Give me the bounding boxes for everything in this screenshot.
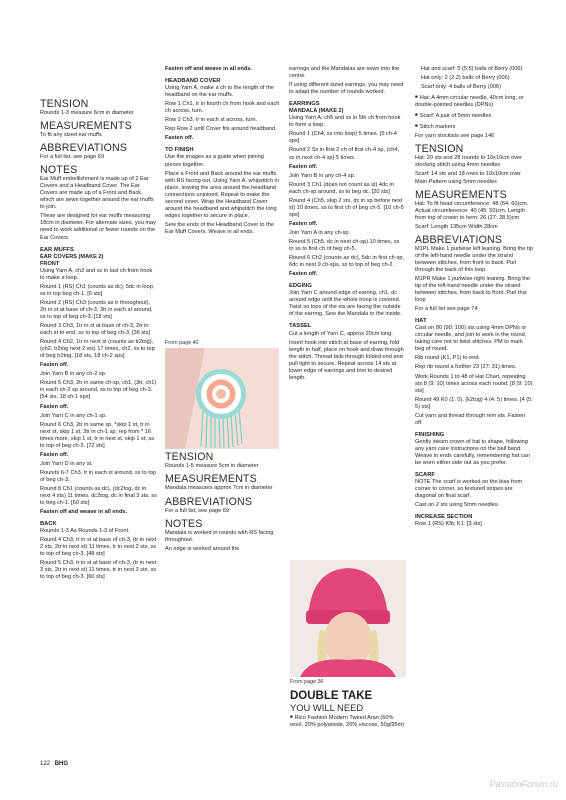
column-2 <box>165 66 280 555</box>
increase-row-1: Row 1 (RS) Kfb, K1. [3 sts] <box>415 521 482 528</box>
abbreviations-text: For a full list, see page 69 <box>40 154 105 161</box>
mandala-round-5: Round 5 (Ch5, dc in next ch-sp) 10 times, ss to ss to first ch of beg ch-5. <box>289 238 400 253</box>
hat-rep-rib: Rep rib round a further 23 (27: 31) times. <box>415 364 517 371</box>
hat-rib-round: Rib round (K1, P1) to end. <box>415 355 480 362</box>
tension-heading-2: TENSION <box>165 451 214 464</box>
earrings-heading: EARRINGS <box>289 101 320 108</box>
tension-heading-3: TENSION <box>415 143 464 156</box>
earring-intro-2: If using different sized earrings, you may need to adapt the number of rounds worked. <box>289 82 404 96</box>
back-round-4: Round 4 Ch3, tr in st at base of ch-3, (tr in next 2 sts, 2tr in next st) 11 times, tr in next 2 sts, ss to top of beg ch-3. [48 sts] <box>40 537 157 558</box>
headband-row-2: Row 2 Ch3, tr in each st across, turn. <box>165 117 258 124</box>
magazine-name: BHG <box>54 761 69 767</box>
page-number: 122 <box>40 761 51 767</box>
scarf-needle-item: ■ Scarf: A pair of 5mm needles <box>415 111 533 120</box>
pattern-title-double-take: DOUBLE TAKE <box>290 690 373 703</box>
abbr-m1pr: M1PR Make 1 purlwise right leaning. Bring the tip of the left-hand needle under the strand between stitches, from back to front. Purl this loop <box>415 275 531 304</box>
scarf-note: NOTE The scarf is worked on the bias from corner to corner, so textured stripes are diagonal on final scarf. <box>415 479 523 500</box>
measurements-hat: Hat: To fit head circumference: 48 (54: 60)cm. Actual circumference: 40 (45: 50)cm. Length from top of crown to hem: 26 (27: 28.5)cm <box>415 200 529 221</box>
measurements-heading: MEASUREMENTS <box>40 120 132 133</box>
front-round-3: Round 3 Ch3, 1tr in st at base of ch-3, 2tr in each st to end, ss to top of beg ch-3. [36 sts] <box>40 323 151 337</box>
scarf-heading: SCARF <box>415 472 435 479</box>
finishing-text: Gently steam crown of hat to shape, following any yarn care instructions on the ball band. Weave in ends carefully, remembering hat can be worn either side out as you prefer. <box>415 438 530 467</box>
fasten-off-top: Fasten off and weave in all ends. <box>165 66 253 72</box>
photo-caption-1: From page 40 <box>165 339 199 346</box>
front-intro: Using Yarn A, ch3 and ss in last ch from hook to make a loop. <box>40 267 153 281</box>
hat-scarf-photo <box>290 560 406 677</box>
notes-text-1: Ear Muff embellishment is made up of 2 Ear Covers and a Headband Cover. The Ear Covers are made up of a Front and Back, which are sewn together around the ear muffs to join. <box>40 176 154 211</box>
fasten-off-1: Fasten off. <box>40 362 69 369</box>
finishing-heading: FINISHING <box>415 431 445 438</box>
mandala-fasten-off-2: Fasten off. <box>289 220 318 227</box>
front-round-6: Round 6 Ch3, 2tr in same sp, *skip 1 st, tr in next st, skip 1 st, 3tr in ch-1 sp; rep from * 16 times more, skip 1 st, tr in next st, skip 1 st, ss to top of beg ch-3. [72 sts] <box>40 421 155 449</box>
mandala-round-4: Round 4 (Ch5, skip 2 sts, dc in sp before next st) 10 times, ss to first ch of beg ch-5. [10 ch-5 sps] <box>289 197 404 218</box>
headband-intro: Using Yarn A, make a ch to the length of the headband on the ear muffs. <box>165 85 274 99</box>
abbr-m1pl: M1PL Make 1 purlwise left leaning. Bring the tip of the left-hand needle under the strand between stitches, from front to back. Purl through the back of this loop <box>415 245 533 273</box>
edging-heading: EDGING <box>289 283 312 290</box>
measurements-text: To fit any sized ear muffs <box>40 132 102 139</box>
fasten-off-3: Fasten off. <box>40 451 69 458</box>
mandala-round-3: Round 3 Ch1 (does not count as st) 4dc in each ch-sp around, ss to beg dc. [20 sts] <box>289 181 394 195</box>
headband-row-1: Row 1 Ch1, tr in fourth ch from hook and each ch across, turn. <box>165 101 280 115</box>
ear-covers-heading: EAR COVERS (MAKE 2) <box>40 253 104 260</box>
abbreviations-heading: ABBREVIATIONS <box>40 142 128 155</box>
photo-spacer <box>165 238 280 338</box>
measurements-heading-2: MEASUREMENTS <box>165 473 257 486</box>
tension-heading: TENSION <box>40 98 89 110</box>
hat-illustration <box>290 560 406 677</box>
earring-photo <box>165 348 279 449</box>
hat-cut-yarn: Cut yarn and thread through rem sts. Fasten off. <box>415 412 526 426</box>
mandala-fasten-off-1: Fasten off. <box>289 163 318 170</box>
column-4 <box>415 66 533 530</box>
front-rounds-6-7: Rounds 6-7 Ch3, tr in each st around, ss to top of beg ch-3. <box>40 469 156 483</box>
hat-cast-on: Cast on 80 (90: 100) sts using 4mm DPNs or circular needle, and join to work in the round, taking care not to twist stitches. PM to mark beg of round. <box>415 325 527 353</box>
headband-repeat: Rep Row 2 until Cover fits around headband. <box>165 126 277 133</box>
notes-text-2b: An edge is worked around the <box>165 545 240 552</box>
front-round-8: Round 8 Ch1 (counts as dc), (dc2tog, dc in next 4 sts) 11 times, dc2tog, dc in final 3 sts, ss to beg ch-1. [60 sts] <box>40 485 157 507</box>
back-round-5: Round 5 Ch3, tr in st at base of ch-3, (tr in next 3 sts, 2tr in next st) 11 times, tr in next 3 sts, ss to top of beg ch-3. [60 sts] <box>40 560 157 581</box>
scarf-only-yarn: Scarf only: 4 balls of Berry (006) <box>421 84 501 91</box>
fasten-off-2: Fasten off. <box>40 403 69 410</box>
abbreviations-text-2: For a full list, see page 69 <box>165 507 230 514</box>
front-round-1: Round 1 (RS) Ch1 (counts as dc), 5dc in loop, ss in top beg ch-1. [6 sts] <box>40 283 155 297</box>
column-3 <box>289 66 405 384</box>
tassel-text-2: Insert hook into stitch at base of earring, fold length in half, place on hook and draw through the stitch. Thread tails through folded end and pull tight to secure. Repeat across 14 sts at lower edge of earrings and trim to desired length. <box>289 339 404 381</box>
finish-text-3: Sew the ends of the Headband Cover to the Ear Muff Covers. Weave in all ends. <box>165 221 274 235</box>
edging-text: Join Yarn C around edge of earring, ch1, dc around edge until the whole hoop is covered. Twist so tops of the sts are facing the outside of the earring. Sew the Mandala to the inside. <box>289 290 402 318</box>
earring-intro-1: earrings and the Mandalas are sewn into the centre. <box>289 66 400 80</box>
hat-round-49: Round 49 K0 (1: 0), (k2tog) 4 (4: 5) times. [4 (5: 5) sts] <box>415 396 533 410</box>
scarf-cast-on: Cast on 2 sts using 5mm needles. <box>415 502 500 509</box>
tension-text: Rounds 1-3 measure 6cm in diameter <box>40 110 134 116</box>
abbreviations-heading-2: ABBREVIATIONS <box>165 495 253 508</box>
mandala-fasten-off-3: Fasten off. <box>289 271 318 278</box>
mandala-heading: MANDALA (MAKE 2) <box>289 108 344 115</box>
hat-heading: HAT <box>415 318 427 325</box>
tension-scarf: Scarf: 14 sts and 18 rows to 10x10cm over Main Pattern using 5mm needles <box>415 171 522 185</box>
mandala-round-6: Round 6 Ch2 (counts as dc), 5dc in first ch-sp, 6dc in next 9 ch-sps, ss to top of beg ch-2. <box>289 255 405 269</box>
stitch-markers-item: ■ Stitch markers <box>415 122 533 131</box>
column-1 <box>40 95 157 584</box>
back-heading: BACK <box>40 521 57 528</box>
notes-heading-2: NOTES <box>165 517 203 530</box>
tassel-heading: TASSEL <box>289 323 312 330</box>
notes-text-2: These are designed for ear muffs measuring 18cm in diameter. For alternate sizes, you may need to work additional or fewer rounds on the Ear Covers. <box>40 213 156 241</box>
hat-and-scarf-yarn: Hat and scarf: 5 (5:5) balls of Berry (006) <box>421 66 523 72</box>
photo-caption-2: From page 36 <box>290 679 324 685</box>
tassel-text-1: Cut a length of Yarn C, approx 20cm long. <box>289 330 393 337</box>
mandala-round-1: Round 1 (Ch4, ss into loop) 5 times. [5 ch-4 sps] <box>289 131 397 145</box>
front-round-2: Round 2 (RS) Ch3 (counts as tr throughout), 2tr in st at base of ch-3, 3tr in each st around, ss to top of beg ch-3. [18 sts] <box>40 299 153 320</box>
front-round-4: Round 4 Ch2, 1tr in next st (counts as tr2tog), (ch2, tr2tog next 2 sts) 17 times, ch2, ss to top of beg tr2tog. [18 sts, 18 ch-2 sps] <box>40 339 155 360</box>
finish-text-1: Use the images as a guide when joining pieces together. <box>165 154 264 168</box>
measurements-heading-3: MEASUREMENTS <box>415 188 507 201</box>
join-yarn-b: Join Yarn B in any ch-2 sp. <box>40 371 107 378</box>
stockists-text-2: For yarn stockists see page 146 <box>415 133 495 140</box>
column-3-lower <box>290 677 406 731</box>
hat-chart-rounds: Work Rounds 1 to 48 of Hat Chart, repeating sts 8 (9: 10) times across each round. [8 (9: 10) sts] <box>415 373 533 394</box>
notes-heading: NOTES <box>40 164 78 177</box>
headband-fasten-off: Fasten off. <box>165 135 194 142</box>
you-will-need-heading-2: YOU WILL NEED <box>290 702 364 714</box>
mandala-round-2: Round 2 Ss in first 2 ch of first ch-4 sp, (ch4, ss in next ch-4 sp) 5 times. <box>289 147 400 161</box>
mandala-join-b: Join Yarn B in any ch-4 sp. <box>289 172 356 179</box>
increase-section-heading: INCREASE SECTION <box>415 514 473 521</box>
abbr-full-list: For a full list see page 74 <box>415 306 478 313</box>
page-folio <box>40 761 68 767</box>
join-yarn-d: Join Yarn D in any st. <box>40 460 93 467</box>
rico-yarn-item: ■ Rico Fashion Modern Tweed Aran (60% wool, 20% polyamide, 20% viscose, 50g/95m) <box>290 713 406 729</box>
ear-muffs-heading: EAR MUFFS <box>40 246 74 253</box>
measurements-text-2: Mandala measures approx 7cm in diameter <box>165 485 273 492</box>
measurements-scarf: Scarf: Length 135cm Width 28cm <box>415 223 498 230</box>
hat-only-yarn: Hat only: 2 (2:2) balls of Berry (006) <box>421 75 510 82</box>
tension-text-2: Rounds 1-5 measure 5cm in diameter <box>165 463 259 470</box>
mandala-intro: Using Yarn A, ch5 and ss in 5th ch from hook to form a loop. <box>289 115 401 129</box>
hat-needle-item: ■ Hat: A 4mm circular needle, 40cm long, or double-pointed needles (DPNs) <box>415 93 533 109</box>
watermark: PassionForum.ru <box>489 779 558 789</box>
abbreviations-heading-3: ABBREVIATIONS <box>415 233 503 246</box>
notes-text-2a: Mandala is worked in rounds with RS facing throughout. <box>165 529 274 543</box>
join-yarn-c: Join Yarn C in any ch-1 sp. <box>40 412 107 419</box>
front-heading: FRONT <box>40 260 60 267</box>
tension-hat: Hat: 20 sts and 28 rounds to 10x10cm over stocking stitch using 4mm needles <box>415 155 522 169</box>
front-round-5: Round 5 Ch3, 2tr in same ch-sp, ch1, (3tr, ch1) in each ch-2 sp around, ss to top of beg ch-3. [54 sts, 18 ch-1 sps] <box>40 380 157 401</box>
headband-heading: HEADBAND COVER <box>165 78 221 85</box>
finish-text-2: Place a Front and Back around the ear muffs with RS facing out. Using Yarn A, whipstitch in place, leaving the area around the headband connections unjoined. Repeat to make the second cover. Wrap the Headband Cover around the headband and whipstitch the long edges together to secure in place. <box>165 170 279 219</box>
mandala-join-a: Join Yarn A in any ch-sp. <box>289 229 351 236</box>
to-finish-heading: TO FINISH <box>165 147 194 154</box>
back-rounds-1-3: Rounds 1-3 As Rounds 1-3 of Front. <box>40 528 130 535</box>
fasten-off-4: Fasten off and weave in all ends. <box>40 509 128 516</box>
earring-illustration <box>165 348 279 449</box>
